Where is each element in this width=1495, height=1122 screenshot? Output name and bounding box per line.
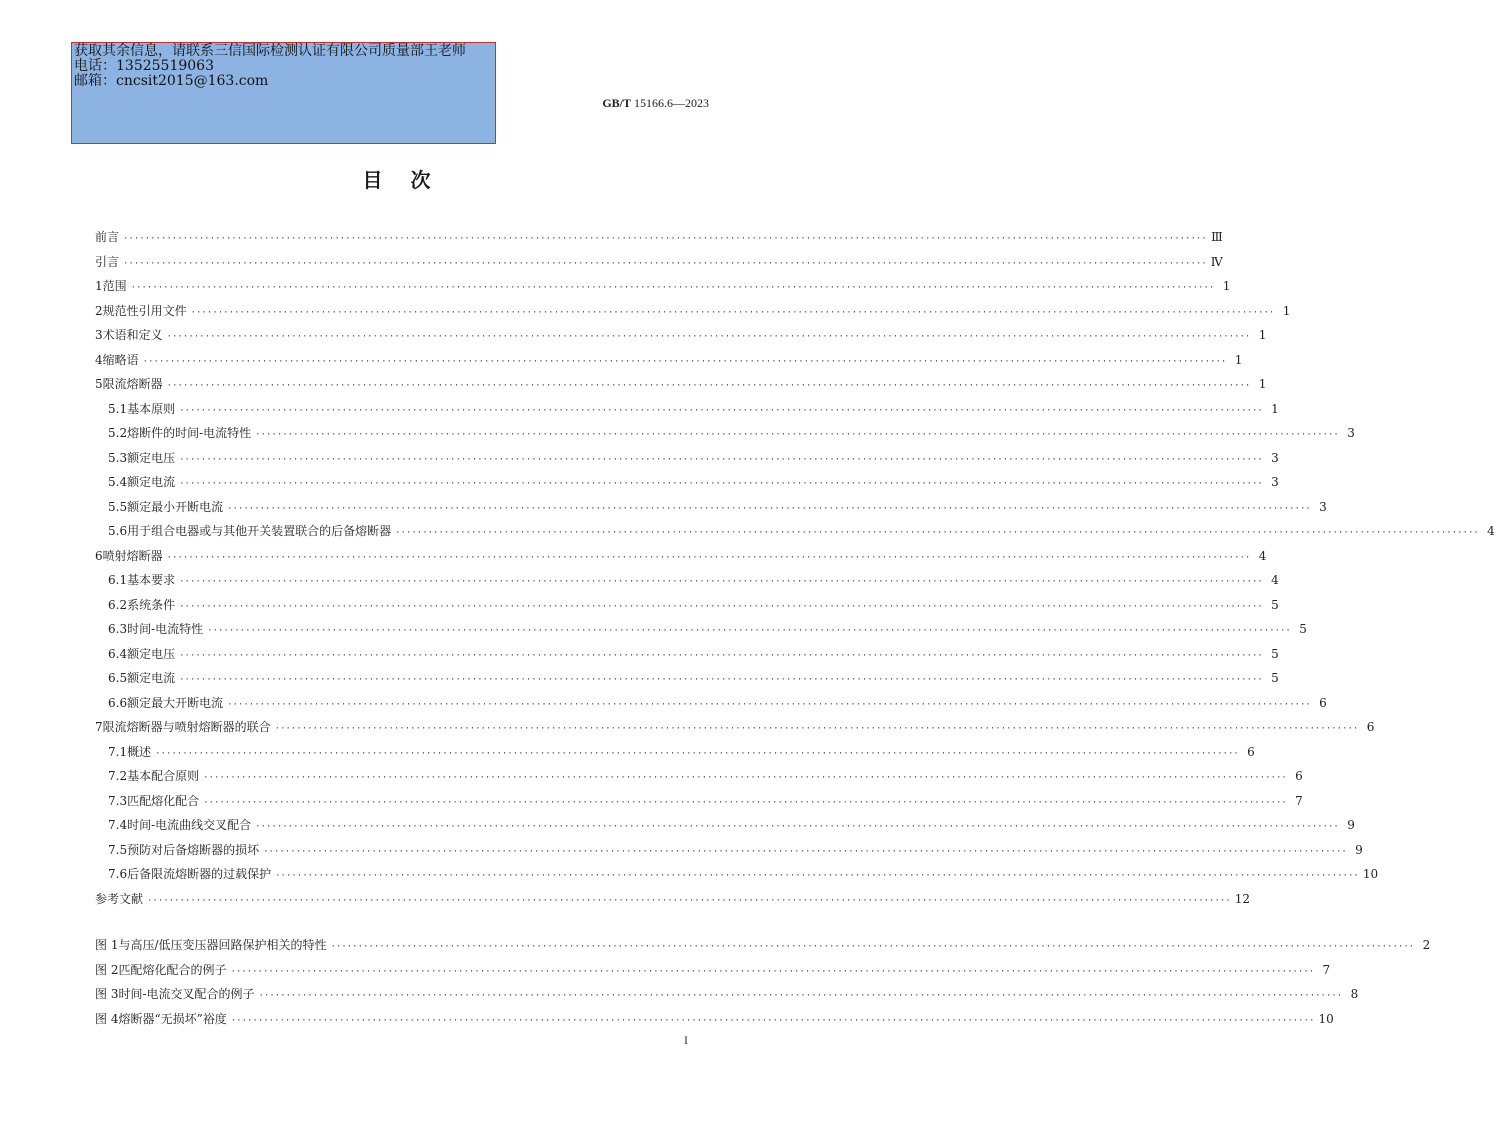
toc-entry-number: 6.3: [108, 622, 128, 636]
figure-entry-page: 2: [1422, 938, 1431, 952]
toc-entry[interactable]: [108, 424, 1355, 442]
toc-entry-label: 范围: [102, 279, 127, 293]
leader-dots: ········································································································································································································: [179, 479, 1263, 489]
toc-entry-label: 喷射熔断器: [102, 548, 163, 563]
leader-dots: ········································································································································································································: [203, 797, 1287, 808]
toc-entry[interactable]: [95, 253, 1223, 271]
contact-email: 邮箱：cncsit2015@163.com: [74, 73, 269, 89]
leader-dots: ········································································································································································································: [274, 724, 1359, 734]
toc-entry-page: 3: [1319, 499, 1327, 514]
figure-entry[interactable]: [95, 1010, 1334, 1028]
toc-entry-page: 3: [1271, 450, 1279, 465]
figure-entry-label: 匹配熔化配合的例子: [118, 962, 227, 977]
toc-entry-page: 4: [1487, 524, 1495, 538]
leader-dots: ········································································································································································································: [230, 966, 1315, 977]
toc-entry[interactable]: [108, 792, 1303, 810]
toc-entry-label: 术语和定义: [102, 328, 163, 342]
toc-entry-label: 额定最小开断电流: [127, 499, 224, 514]
toc-entry-number: 7.2: [108, 769, 128, 783]
toc-entry[interactable]: [95, 326, 1267, 344]
toc-entry-label: 基本原则: [127, 401, 176, 416]
page-title: 目次: [362, 168, 459, 192]
toc-entry[interactable]: [95, 890, 1250, 908]
toc-entry-number: 7.3: [108, 793, 128, 808]
leader-dots: ········································································································································································································: [123, 234, 1207, 244]
toc-entry-page: 10: [1362, 867, 1379, 881]
leader-dots: ········································································································································································································: [255, 430, 1339, 440]
leader-dots: ········································································································································································································: [179, 405, 1263, 416]
toc-entry[interactable]: [108, 743, 1255, 761]
toc-entry-number: 5.6: [108, 524, 128, 538]
leader-dots: ········································································································································································································: [230, 1015, 1315, 1026]
toc-entry-page: 9: [1355, 842, 1363, 857]
toc-entry-number: 7: [95, 720, 103, 734]
toc-entry-page: 3: [1347, 426, 1355, 440]
toc-entry[interactable]: [108, 571, 1279, 589]
toc-entry-number: 7.5: [108, 842, 128, 857]
toc-entry-label: 额定电流: [127, 671, 176, 685]
toc-entry-number: 5.1: [108, 401, 128, 416]
leader-dots: ········································································································································································································: [190, 307, 1275, 318]
figure-entry-page: 7: [1322, 962, 1331, 977]
toc-entry-page: 5: [1271, 671, 1279, 685]
leader-dots: ········································································································································································································: [258, 991, 1343, 1001]
toc-entry-label: 熔断件的时间-电流特性: [127, 426, 252, 440]
toc-entry-number: 7.4: [108, 818, 128, 832]
toc-entry-number: 6: [95, 548, 103, 563]
toc-entry[interactable]: [108, 596, 1279, 614]
toc-entry-page: 1: [1222, 279, 1231, 293]
leader-dots: ········································································································································································································: [203, 773, 1287, 783]
toc-entry-page: 9: [1347, 818, 1355, 832]
figure-entry-page: 10: [1318, 1011, 1334, 1026]
toc-entry-page: 6: [1295, 769, 1303, 783]
toc-entry[interactable]: [108, 498, 1327, 516]
leader-dots: ········································································································································································································: [263, 846, 1347, 857]
leader-dots: ········································································································································································································: [179, 454, 1263, 465]
toc-entry-label: 系统条件: [127, 597, 176, 612]
toc-entry-number: 6.4: [108, 646, 128, 661]
toc-entry-page: 5: [1271, 597, 1279, 612]
leader-dots: ········································································································································································································: [166, 552, 1251, 563]
toc-entry[interactable]: [95, 228, 1223, 246]
leader-dots: ········································································································································································································: [179, 601, 1263, 612]
toc-entry[interactable]: [108, 620, 1307, 638]
toc-entry[interactable]: [95, 718, 1375, 736]
toc-entry-page: 6: [1366, 720, 1375, 734]
toc-entry-number: 4: [95, 352, 103, 367]
page-number: I: [684, 1033, 688, 1047]
toc-entry-page: Ⅳ: [1210, 254, 1223, 269]
figure-entry-label: 熔断器“无损坏”裕度: [118, 1011, 227, 1026]
toc-entry-page: 5: [1271, 646, 1279, 661]
toc-entry[interactable]: [108, 841, 1363, 859]
contact-notice: 获取其余信息，请联系三信国际检测认证有限公司质量部王老师: [74, 43, 466, 59]
toc-entry-page: 1: [1271, 401, 1279, 416]
leader-dots: ········································································································································································································: [255, 822, 1339, 832]
toc-entry-page: 7: [1295, 793, 1303, 808]
leader-dots: ········································································································································································································: [227, 503, 1311, 514]
figure-entry-number: 图 4: [95, 1011, 119, 1026]
figure-entry-number: 图 2: [95, 962, 119, 977]
toc-entry[interactable]: [108, 669, 1279, 687]
toc-entry-number: 5.3: [108, 450, 128, 465]
leader-dots: ········································································································································································································: [395, 528, 1479, 538]
toc-entry-number: 6.1: [108, 573, 128, 587]
toc-entry-page: 5: [1299, 622, 1307, 636]
figure-entry-page: 8: [1350, 987, 1359, 1001]
toc-entry-number: 6.5: [108, 671, 128, 685]
toc-entry-label: 概述: [127, 744, 152, 759]
toc-entry[interactable]: [108, 865, 1379, 883]
figure-entry-number: 图 1: [95, 938, 119, 952]
leader-dots: ········································································································································································································: [142, 356, 1227, 367]
toc-entry-label: 后备限流熔断器的过载保护: [127, 867, 272, 881]
leader-dots: ········································································································································································································: [275, 871, 1359, 881]
contact-phone: 电话：13525519063: [74, 58, 214, 74]
toc-entry-number: 3: [95, 328, 103, 342]
toc-entry[interactable]: [95, 375, 1267, 393]
toc-entry-number: 5.4: [108, 475, 128, 489]
toc-entry-number: 5.2: [108, 426, 128, 440]
toc-entry-page: 3: [1271, 475, 1279, 489]
toc-entry-page: 6: [1319, 695, 1327, 710]
figure-entry-number: 图 3: [95, 987, 119, 1001]
leader-dots: ········································································································································································································: [166, 332, 1251, 342]
toc-entry-label: 缩略语: [102, 352, 139, 367]
toc-entry-page: 6: [1247, 744, 1255, 759]
toc-entry-number: 7.6: [108, 867, 128, 881]
toc-entry-label: 基本配合原则: [127, 769, 200, 783]
leader-dots: ········································································································································································································: [207, 626, 1291, 636]
leader-dots: ········································································································································································································: [147, 895, 1231, 906]
toc-entry-label: 基本要求: [127, 573, 176, 587]
toc-entry-label: 额定最大开断电流: [127, 695, 224, 710]
toc-entry-label: 时间-电流特性: [127, 622, 204, 636]
leader-dots: ········································································································································································································: [227, 699, 1311, 710]
figure-entry[interactable]: [95, 961, 1331, 979]
toc-entry[interactable]: [108, 400, 1279, 418]
figure-entry-label: 时间-电流交叉配合的例子: [118, 987, 255, 1001]
toc-entry[interactable]: [108, 694, 1327, 712]
toc-entry-page: 1: [1258, 377, 1267, 391]
leader-dots: ········································································································································································································: [166, 381, 1251, 391]
toc-entry-number: 6.6: [108, 695, 128, 710]
leader-dots: ········································································································································································································: [155, 748, 1239, 759]
toc-entry-label: 匹配熔化配合: [127, 793, 200, 808]
leader-dots: ········································································································································································································: [179, 650, 1263, 661]
toc-entry-label: 参考文献: [95, 891, 144, 906]
toc-entry[interactable]: [95, 351, 1243, 369]
figure-entry-label: 与高压/低压变压器回路保护相关的特性: [118, 938, 327, 952]
toc-entry-number: 2: [95, 303, 103, 318]
toc-entry-page: 4: [1271, 573, 1279, 587]
toc-entry-label: 时间-电流曲线交叉配合: [127, 818, 252, 832]
toc-entry-label: 预防对后备熔断器的损坏: [127, 842, 260, 857]
toc-entry[interactable]: [95, 277, 1231, 295]
toc-entry[interactable]: [95, 302, 1291, 320]
toc-entry[interactable]: [108, 473, 1279, 491]
leader-dots: ········································································································································································································: [130, 283, 1215, 293]
toc-entry-page: 4: [1258, 548, 1267, 563]
figure-entry[interactable]: [95, 985, 1359, 1003]
standard-number: 15166.6—2023: [634, 96, 709, 110]
toc-entry-label: 引言: [95, 254, 120, 269]
toc-entry[interactable]: [108, 816, 1355, 834]
leader-dots: ········································································································································································································: [123, 258, 1207, 269]
toc-entry-label: 额定电压: [127, 450, 176, 465]
toc-entry-number: 7.1: [108, 744, 128, 759]
toc-entry-label: 额定电流: [127, 475, 176, 489]
toc-entry-label: 规范性引用文件: [102, 303, 187, 318]
toc-entry-label: 用于组合电器或与其他开关装置联合的后备熔断器: [127, 524, 392, 538]
toc-entry[interactable]: [108, 522, 1495, 540]
toc-entry[interactable]: [95, 547, 1267, 565]
toc-entry-page: 12: [1234, 891, 1250, 906]
toc-entry-number: 6.2: [108, 597, 128, 612]
toc-entry[interactable]: [108, 645, 1279, 663]
toc-entry-page: 1: [1282, 303, 1291, 318]
toc-entry[interactable]: [108, 449, 1279, 467]
toc-entry-label: 前言: [95, 230, 120, 244]
toc-entry-page: Ⅲ: [1211, 230, 1223, 244]
toc-entry-label: 额定电压: [127, 646, 176, 661]
leader-dots: ········································································································································································································: [179, 675, 1263, 685]
toc-entry-number: 1: [95, 279, 103, 293]
toc-entry-page: 1: [1258, 328, 1267, 342]
toc-entry-label: 限流熔断器与喷射熔断器的联合: [102, 720, 271, 734]
toc-entry-number: 5.5: [108, 499, 128, 514]
toc-entry-page: 1: [1234, 352, 1243, 367]
toc-entry-number: 5: [95, 377, 103, 391]
standard-code: [602, 96, 709, 111]
contact-info-box: [71, 42, 496, 144]
leader-dots: ········································································································································································································: [179, 577, 1263, 587]
toc-entry-label: 限流熔断器: [102, 377, 163, 391]
standard-prefix: GB/T: [602, 96, 631, 110]
toc-entry[interactable]: [108, 767, 1303, 785]
figure-entry[interactable]: [95, 936, 1431, 954]
leader-dots: ········································································································································································································: [330, 942, 1415, 952]
